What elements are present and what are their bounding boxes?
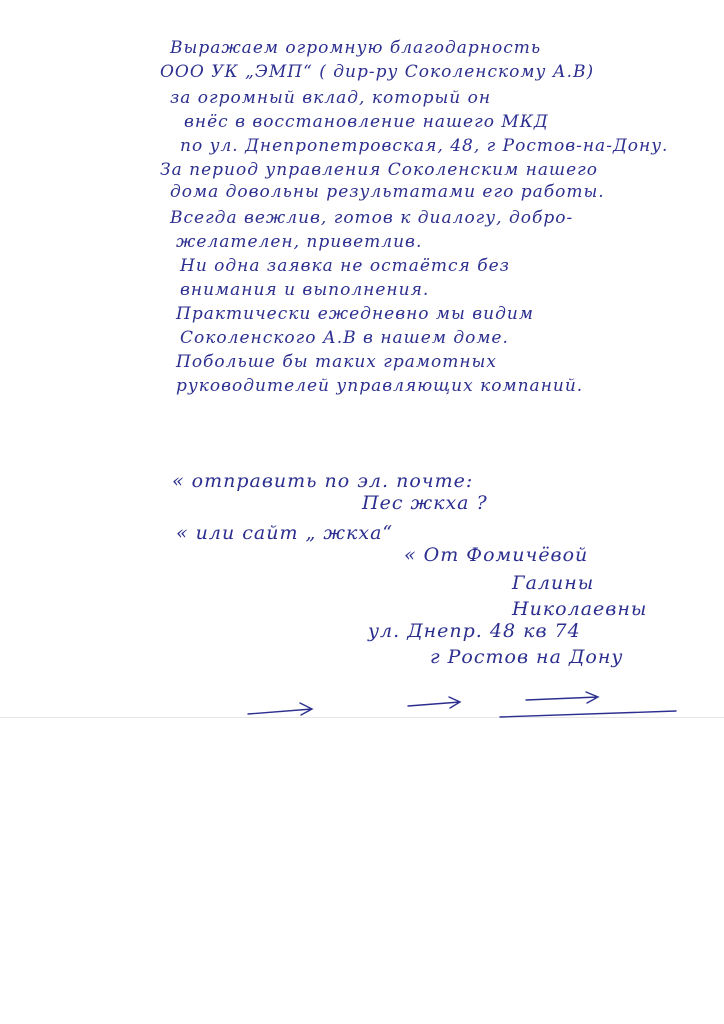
note-or-site: « или сайт „ жкха“	[176, 522, 394, 544]
note-send-email: « отправить по эл. почте:	[172, 470, 474, 492]
letter-line-10: Ни одна заявка не остаётся без	[180, 256, 510, 276]
letter-line-4: внёс в восстановление нашего МКД	[184, 112, 549, 132]
letter-line-5: по ул. Днепропетровская, 48, г Ростов-на-Дону.	[180, 136, 669, 156]
letter-line-9: желателен, приветлив.	[176, 232, 423, 252]
letter-line-7: дома довольны результатами его работы.	[170, 182, 605, 202]
arrow-2	[408, 697, 460, 708]
note-city: г Ростов на Дону	[430, 646, 624, 668]
note-name-first: Галины	[512, 572, 595, 594]
letter-line-1: Выражаем огромную благодарность	[170, 38, 542, 58]
letter-line-2: ООО УК „ЭМП“ ( дир-ру Соколенскому А.В)	[160, 62, 595, 82]
note-from: « От Фомичёвой	[404, 544, 589, 566]
letter-line-8: Всегда вежлив, готов к диалогу, добро-	[170, 208, 574, 228]
note-recipient: Пес жкха ?	[362, 492, 488, 514]
note-name-patronymic: Николаевны	[512, 598, 648, 620]
letter-line-14: Побольше бы таких грамотных	[176, 352, 497, 372]
letter-line-13: Соколенского А.В в нашем доме.	[180, 328, 509, 348]
underline-stroke	[500, 711, 676, 717]
letter-line-15: руководителей управляющих компаний.	[176, 376, 584, 396]
arrow-3	[526, 692, 598, 703]
letter-line-12: Практически ежедневно мы видим	[176, 304, 534, 324]
arrow-1	[248, 703, 312, 715]
letter-line-3: за огромный вклад, который он	[170, 88, 492, 108]
letter-line-11: внимания и выполнения.	[180, 280, 430, 300]
note-address: ул. Днепр. 48 кв 74	[368, 620, 581, 642]
letter-line-6: За период управления Соколенским нашего	[160, 160, 598, 180]
